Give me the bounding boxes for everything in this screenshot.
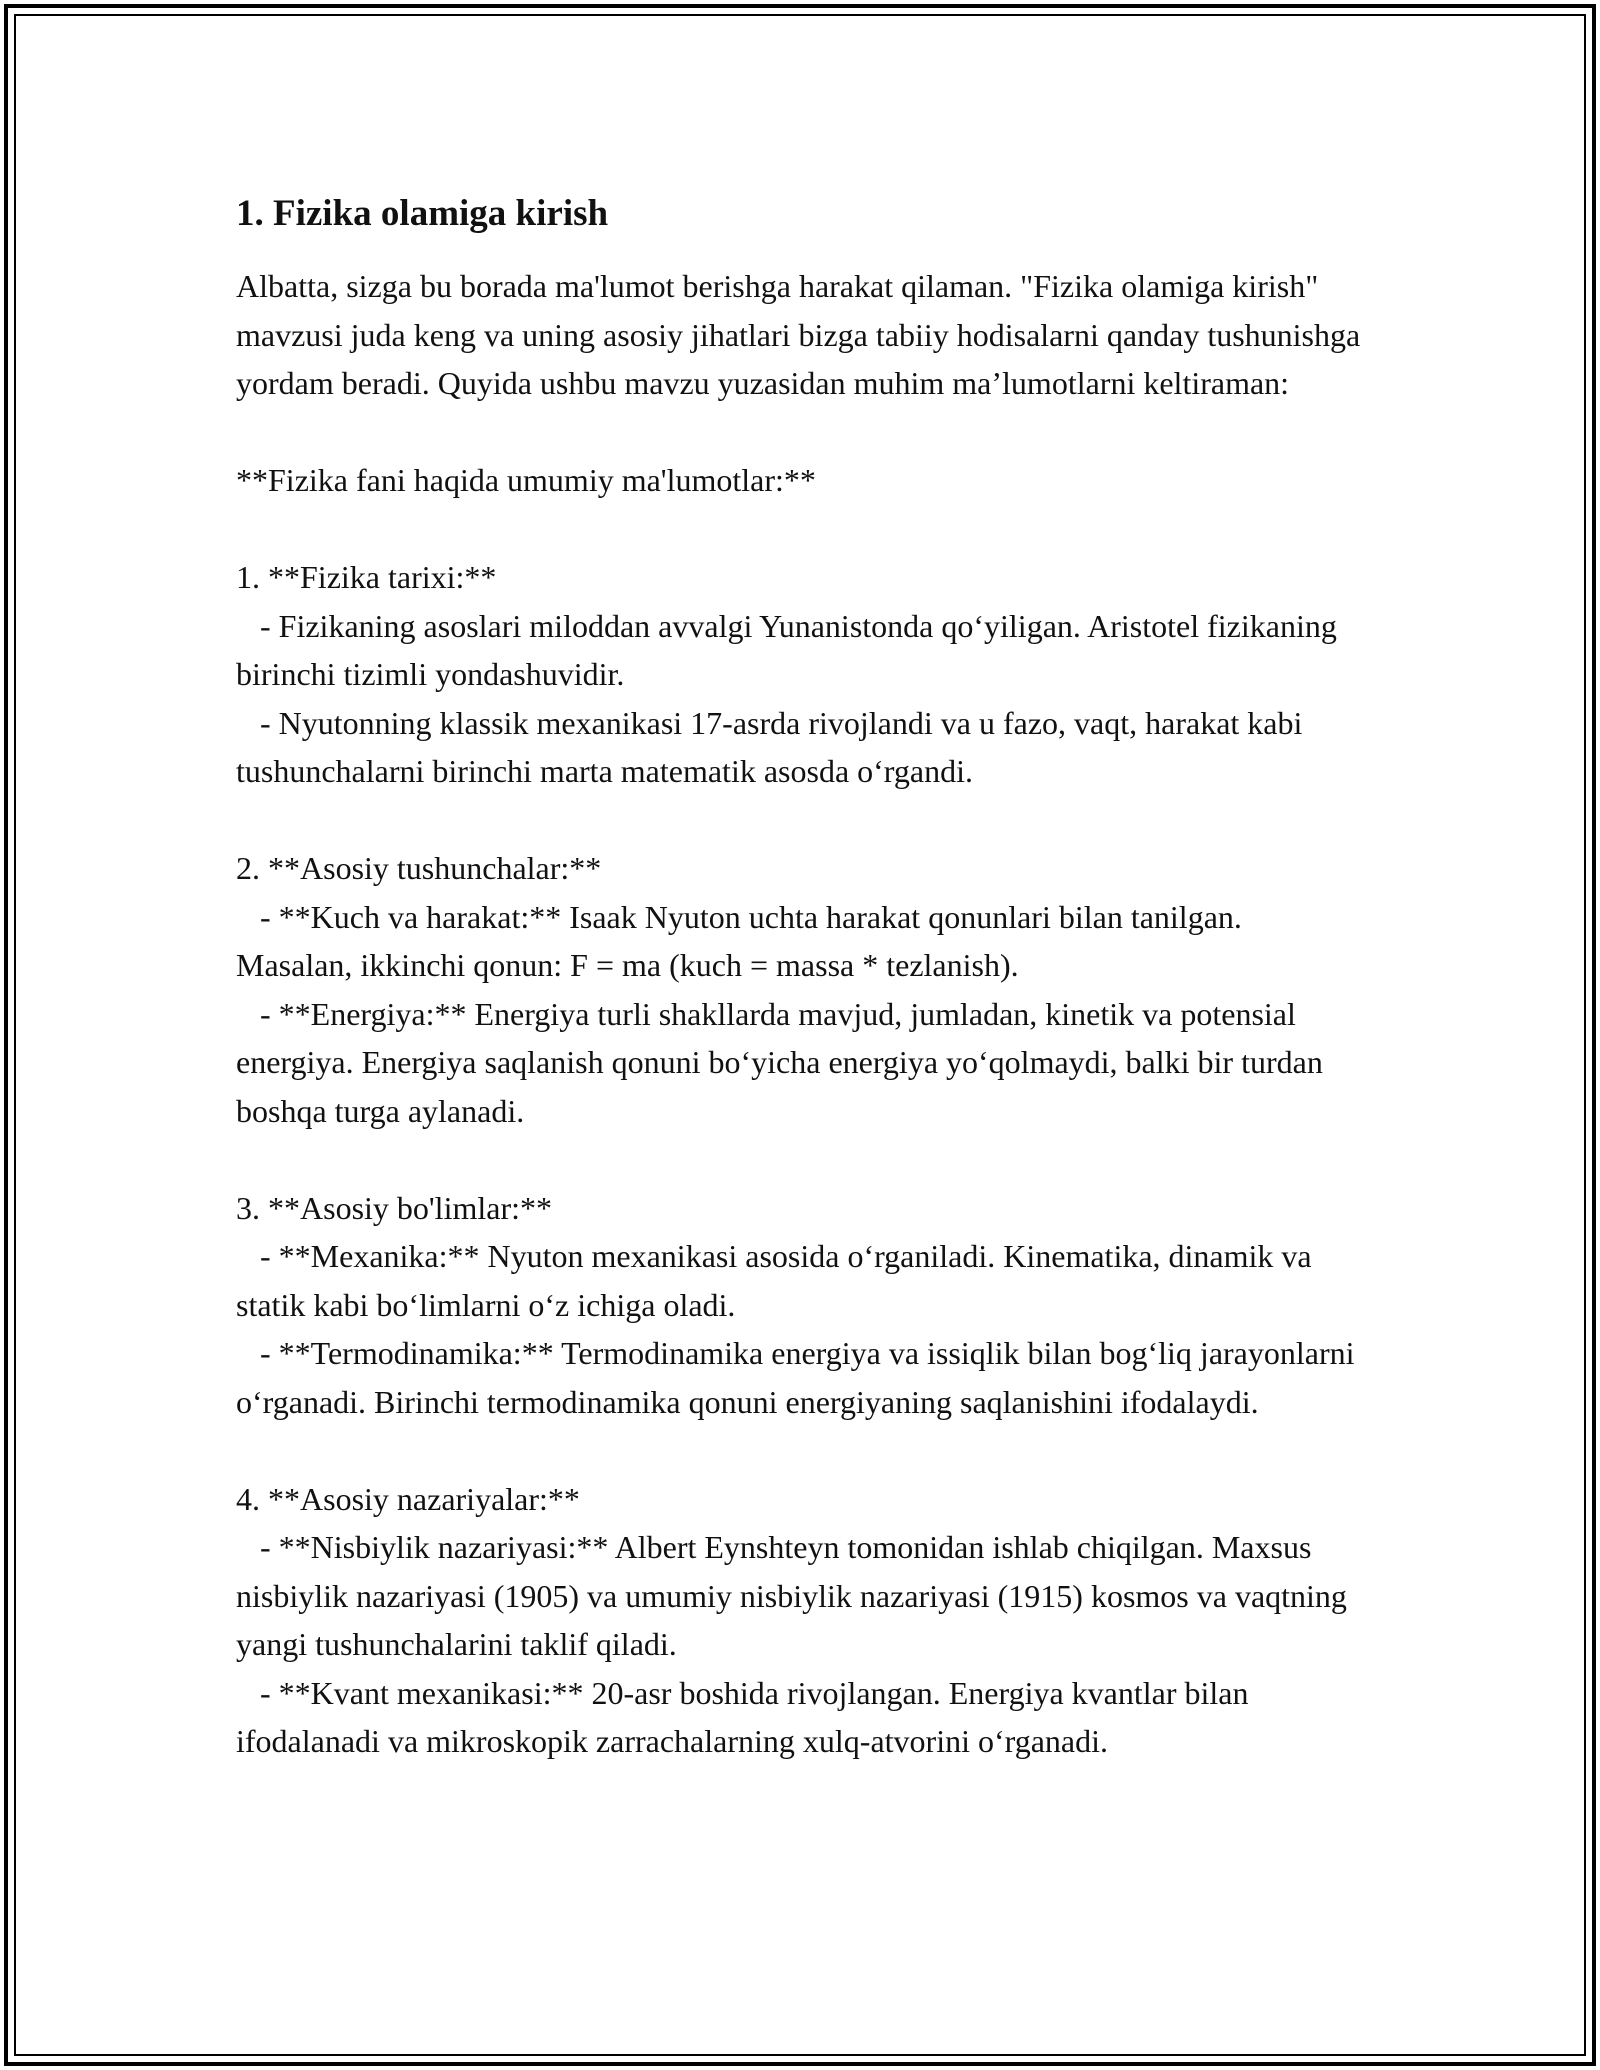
page-title: 1. Fizika olamiga kirish	[236, 193, 609, 234]
document-body: Albatta, sizga bu borada ma'lumot berishga harakat qilaman. "Fizika olamiga kirish" mavzusi juda keng va uning asosiy jihatlari bizga tabiiy hodisalarni qanday tushunishga yordam beradi. Quyida ushbu mavzu yuzasidan muhim ma’lumotlarni keltiraman: **Fizika fani haqida umumiy ma'lumotlar:** 1. **Fizika tarixi:** - Fizikaning asoslari miloddan avvalgi Yunanistonda qo‘yiligan. Aristotel fizikaning birinchi tizimli yondashuvidir. - Nyutonning klassik mexanikasi 17-asrda rivojlandi va u fazo, vaqt, harakat kabi tushunchalarni birinchi marta matematik asosda o‘rgandi. 2. **Asosiy tushunchalar:** - **Kuch va harakat:** Isaak Nyuton uchta harakat qonunlari bilan tanilgan. Masalan, ikkinchi qonun: F = ma (kuch = massa * tezlanish). - **Energiya:** Energiya turli shakllarda mavjud, jumladan, kinetik va potensial energiya. Energiya saqlanish qonuni bo‘yicha energiya yo‘qolmaydi, balki bir turdan boshqa turga aylanadi. 3. **Asosiy bo'limlar:** - **Mexanika:** Nyuton mexanikasi asosida o‘rganiladi. Kinematika, dinamik va statik kabi bo‘limlarni o‘z ichiga oladi. - **Termodinamika:** Termodinamika energiya va issiqlik bilan bog‘liq jarayonlarni o‘rganadi. Birinchi termodinamika qonuni energiyaning saqlanishini ifodalaydi. 4. **Asosiy nazariyalar:** - **Nisbiylik nazariyasi:** Albert Eynshteyn tomonidan ishlab chiqilgan. Maxsus nisbiylik nazariyasi (1905) va umumiy nisbiylik nazariyasi (1915) kosmos va vaqtning yangi tushunchalarini taklif qiladi. - **Kvant mexanikasi:** 20-asr boshida rivojlangan. Energiya kvantlar bilan ifodalanadi va mikroskopik zarrachalarning xulq-atvorini o‘rganadi.	[236, 268, 1361, 1759]
document-content	[236, 190, 1366, 1766]
